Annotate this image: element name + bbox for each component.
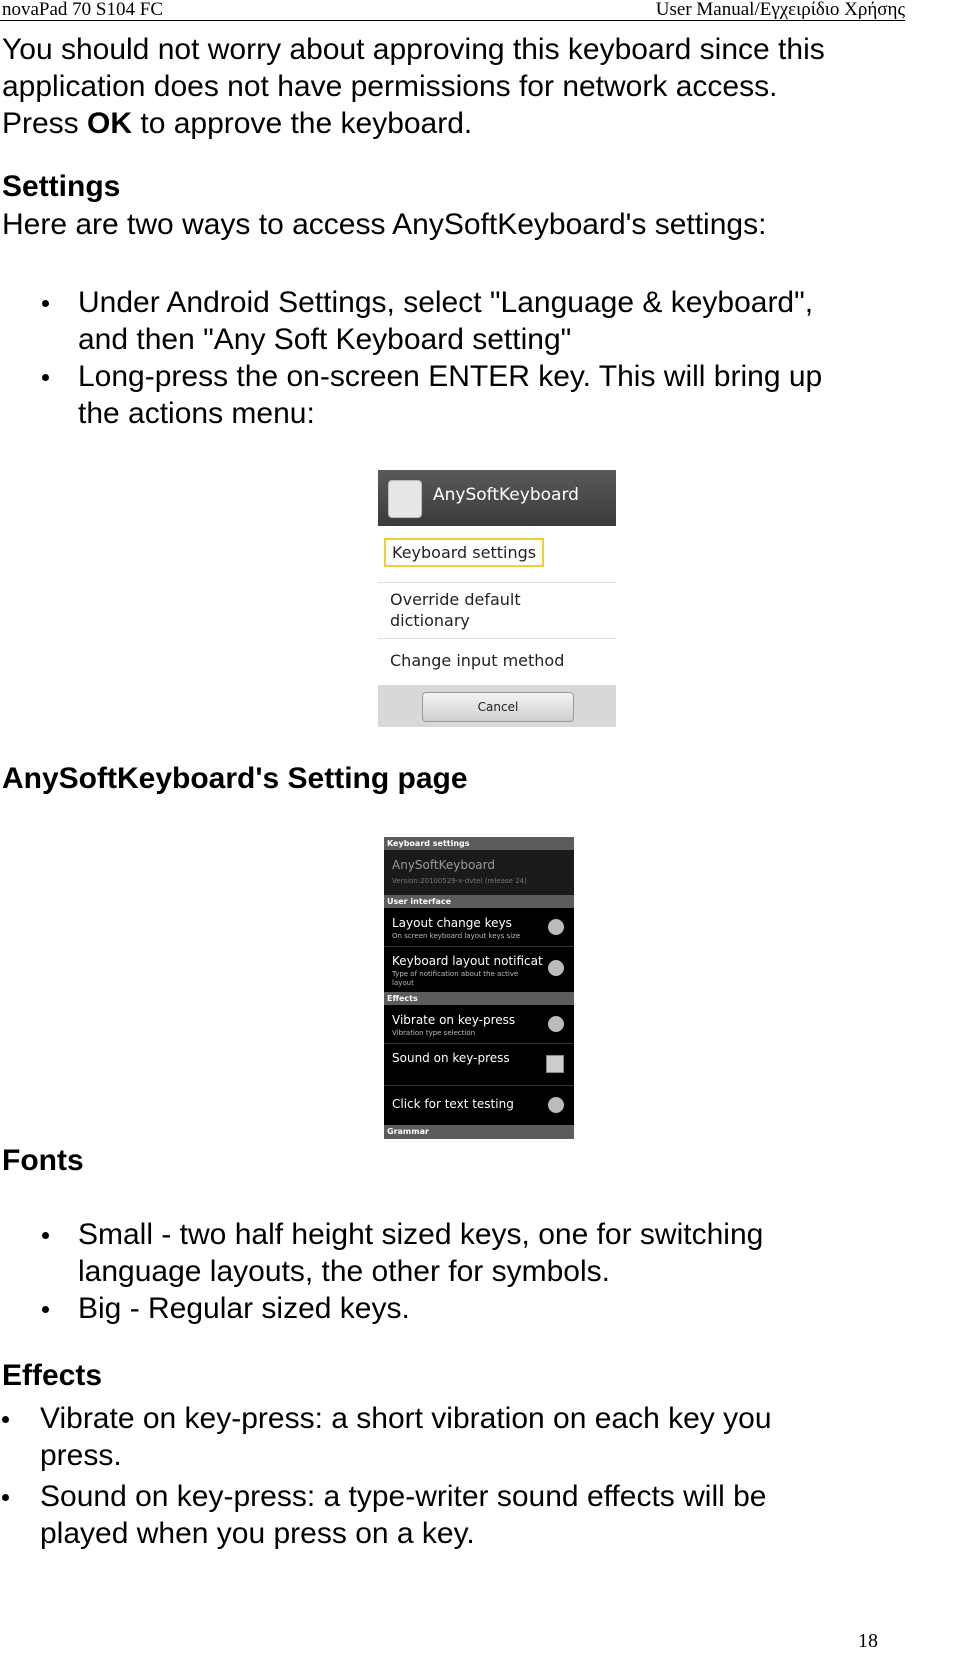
fonts-bullet-2-line-1: Big - Regular sized keys. (78, 1292, 410, 1325)
actions-menu-screenshot (378, 470, 616, 727)
intro-line-1: You should not worry about approving this keyboard since this (2, 33, 825, 66)
fonts-heading: Fonts (2, 1144, 84, 1177)
intro-line-3: Press OK to approve the keyboard. (2, 107, 473, 140)
setting-sound-on-key-press[interactable]: Sound on key-press (384, 1043, 574, 1086)
header-device-name: novaPad 70 S104 FC (2, 0, 163, 20)
settings-bullet-2-line-2: the actions menu: (78, 397, 315, 430)
effects-bullet-1-line-2: press. (40, 1439, 122, 1472)
menu-item-override-dictionary[interactable]: Override default dictionary (378, 582, 616, 639)
effects-heading: Effects (2, 1359, 103, 1392)
setting-vibrate-on-key-press[interactable]: Vibrate on key-press Vibration type selection (384, 1005, 574, 1044)
menu-item-change-input-method[interactable]: Change input method (390, 651, 565, 670)
settings-screen-title: Keyboard settings (384, 837, 574, 850)
checkbox-icon[interactable] (546, 1055, 564, 1073)
setting-click-for-text-testing[interactable]: Click for text testing (384, 1085, 574, 1125)
bullet-icon (2, 1416, 9, 1423)
actions-menu-title-bar (378, 470, 616, 526)
page-number: 18 (858, 1630, 878, 1652)
actions-menu-title: AnySoftKeyboard (433, 485, 579, 505)
settings-intro: Here are two ways to access AnySoftKeyboard's settings: (2, 208, 767, 241)
fonts-bullet-1-line-2: language layouts, the other for symbols. (78, 1255, 610, 1288)
section-effects: Effects (384, 992, 574, 1005)
setting-layout-change-keys[interactable]: Layout change keys On screen keyboard layout keys size (384, 908, 574, 947)
menu-item-keyboard-settings[interactable]: Keyboard settings (378, 526, 616, 583)
keyboard-settings-screenshot (384, 837, 574, 1139)
cancel-button[interactable]: Cancel (422, 692, 574, 722)
setting-keyboard-layout-notification[interactable]: Keyboard layout notificat Type of notification about the active layout (384, 946, 574, 993)
keyboard-app-icon (388, 480, 422, 518)
dropdown-icon (548, 1097, 564, 1113)
effects-bullet-1-line-1: Vibrate on key-press: a short vibration on each key you (40, 1402, 772, 1435)
actions-menu-footer (378, 685, 616, 727)
setting-page-heading: AnySoftKeyboard's Setting page (2, 762, 468, 795)
bullet-icon (2, 1494, 9, 1501)
section-grammar: Grammar (384, 1125, 574, 1139)
bullet-icon (42, 1232, 49, 1239)
effects-bullet-2-line-1: Sound on key-press: a type-writer sound effects will be (40, 1480, 767, 1513)
settings-app-name: AnySoftKeyboard (392, 858, 496, 872)
dropdown-icon (548, 919, 564, 935)
bullet-icon (42, 300, 49, 307)
settings-app-version: Version:20100529-x-dvtel (release 24) (392, 877, 527, 885)
settings-heading: Settings (2, 170, 121, 203)
settings-bullet-2-line-1: Long-press the on-screen ENTER key. This will bring up (78, 360, 823, 393)
settings-bullet-1-line-2: and then "Any Soft Keyboard setting" (78, 323, 572, 356)
dropdown-icon (548, 960, 564, 976)
effects-bullet-2-line-2: played when you press on a key. (40, 1517, 475, 1550)
dropdown-icon (548, 1016, 564, 1032)
fonts-bullet-1-line-1: Small - two half height sized keys, one for switching (78, 1218, 764, 1251)
page-header (0, 0, 905, 21)
section-user-interface: User interface (384, 895, 574, 908)
bullet-icon (42, 374, 49, 381)
intro-line-2: application does not have permissions for network access. (2, 70, 778, 103)
header-manual-title: User Manual/Εγχειρίδιο Χρήσης (655, 0, 905, 20)
settings-app-header (384, 850, 574, 896)
bullet-icon (42, 1306, 49, 1313)
ok-emphasis: OK (87, 107, 133, 140)
settings-bullet-1-line-1: Under Android Settings, select "Language & keyboard", (78, 286, 814, 319)
